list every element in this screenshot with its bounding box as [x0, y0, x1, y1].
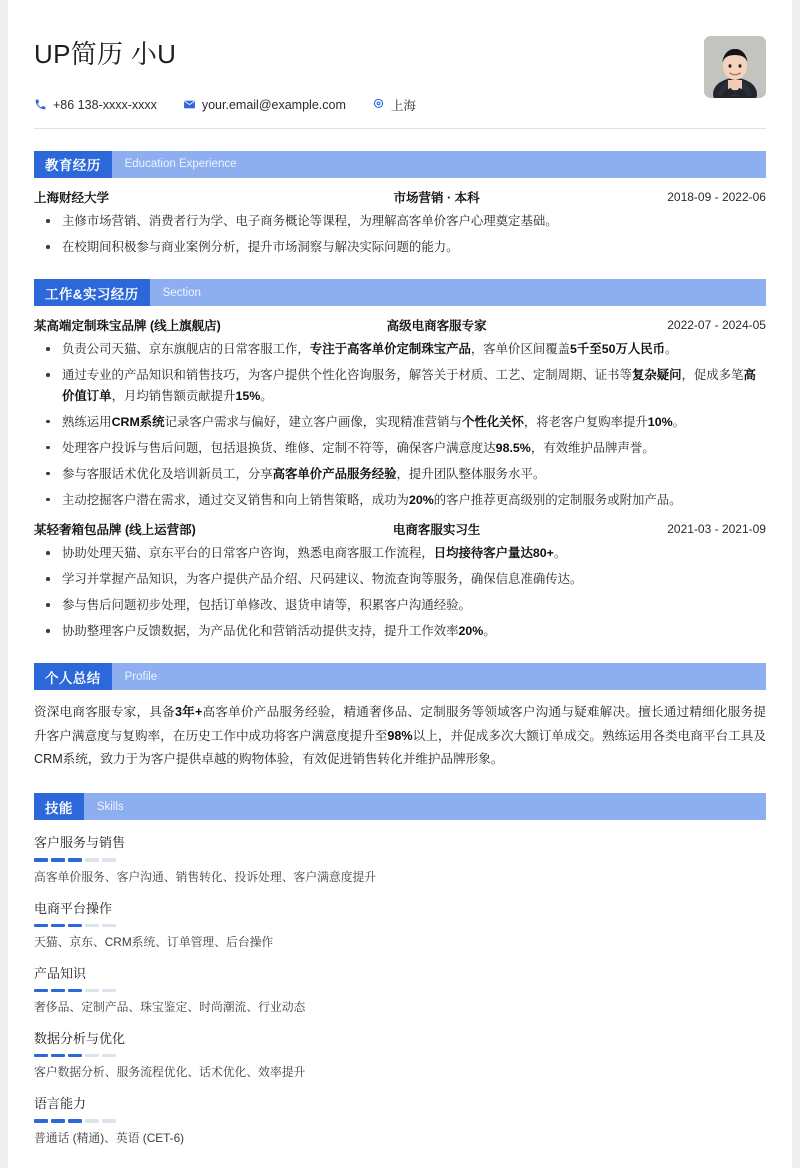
text: 高客单价产品服务经验，精通奢侈品、定制服务等领域客户沟通与疑难解决。擅长通过精细化服务提升客户满意度与复购率，在历史工作中成功将客户满意度提升至 [34, 705, 767, 743]
section-sec0 [34, 151, 766, 257]
skill-rating-segment [102, 924, 116, 928]
skill-rating-segment [85, 1054, 99, 1058]
bold-text: 20% [408, 492, 434, 507]
text: ，将老客户复购率提升 [523, 414, 648, 429]
skill-rating [34, 1119, 766, 1123]
skill-name: 客户服务与销售 [34, 835, 126, 851]
experience-entry [34, 521, 766, 642]
contact-phone-value: +86 138-xxxx-xxxx [53, 97, 157, 112]
skill-rating [34, 1054, 766, 1058]
skill-rating-segment [102, 1054, 116, 1058]
skill-description: 奢侈品、定制产品、珠宝鉴定、时尚潮流、行业动态 [34, 1000, 306, 1015]
text: 。 [672, 414, 685, 429]
text: 熟练运用 [62, 414, 112, 429]
skill-name: 电商平台操作 [34, 900, 113, 916]
text: 协助处理天猫、京东平台的日常客户咨询，熟悉电商客服工作流程， [62, 546, 434, 561]
entry-date: 2022-07 - 2024-05 [667, 318, 766, 333]
bold-text: 20% [458, 624, 484, 639]
section-subtitle-skills: Skills [96, 800, 124, 813]
text: 参与客服话术优化及培训新员工，分享 [62, 466, 273, 481]
text: 在校期间积极参与商业案例分析，提升市场洞察与解决实际问题的能力。 [62, 240, 459, 255]
bold-text: 日均接待客户量达80+ [433, 546, 554, 561]
list-item [34, 365, 766, 405]
skill-description: 普通话 (精通)、英语 (CET-6) [34, 1130, 185, 1145]
text: ，有效维护品牌声誉。 [530, 440, 655, 455]
bold-text: 98% [387, 728, 413, 743]
skill-name: 数据分析与优化 [34, 1030, 126, 1046]
phone-icon [34, 98, 47, 111]
profile-paragraph [34, 701, 766, 771]
list-item [34, 543, 766, 563]
skill-rating-segment [85, 858, 99, 862]
skill-rating-segment [102, 858, 116, 862]
list-item [34, 438, 766, 458]
list-item [34, 412, 766, 432]
bold-text: 5千至50万人民币 [570, 342, 666, 357]
skill-item [34, 963, 766, 1017]
list-item [34, 621, 766, 641]
skill-rating-segment [34, 924, 48, 928]
text: 。 [260, 388, 273, 403]
bold-text: 高价值订单 [62, 368, 756, 403]
text: 资深电商客服专家，具备 [34, 705, 175, 720]
entry-header [34, 189, 766, 207]
text: 主修市场营销、消费者行为学、电子商务概论等课程，为理解高客单价客户心理奠定基础。 [62, 214, 558, 229]
section-title-sec1: 工作&实习经历 [34, 279, 150, 306]
resume-page [8, 0, 792, 1168]
experience-entry [34, 189, 766, 257]
skill-description: 天猫、京东、CRM系统、订单管理、后台操作 [34, 935, 274, 950]
contact-email [183, 98, 346, 112]
skill-rating-segment [51, 1054, 65, 1058]
bullet-list [34, 211, 766, 257]
skill-rating-segment [102, 989, 116, 993]
text: 处理客户投诉与售后问题，包括退换货、维修、定制不符等，确保客户满意度达 [62, 440, 496, 455]
contact-location [372, 96, 416, 114]
avatar-photo [704, 36, 766, 98]
skill-rating-segment [68, 1119, 82, 1123]
skill-item [34, 1028, 766, 1082]
skill-rating-segment [51, 858, 65, 862]
text: ，提升团队整体服务水平。 [396, 466, 546, 481]
list-item [34, 569, 766, 589]
section-subtitle-sec0: Education Experience [124, 158, 237, 171]
skill-description: 高客单价服务、客户沟通、销售转化、投诉处理、客户满意度提升 [34, 869, 377, 884]
entry-header [34, 317, 766, 335]
text: 主动挖掘客户潜在需求，通过交叉销售和向上销售策略，成功为 [62, 492, 409, 507]
skill-rating-segment [34, 989, 48, 993]
entry-date: 2021-03 - 2021-09 [667, 521, 766, 536]
skill-item [34, 832, 766, 886]
skill-rating-segment [34, 1119, 48, 1123]
skill-item [34, 898, 766, 952]
text: 的客户推荐更高级别的定制服务或附加产品。 [433, 492, 682, 507]
bold-text: 个性化关怀 [461, 414, 524, 429]
experience-entry [34, 317, 766, 510]
header-left [34, 34, 416, 114]
section-profile [34, 663, 766, 771]
section-skills [34, 793, 766, 1147]
mail-icon [183, 98, 196, 111]
list-item [34, 464, 766, 484]
text: ，促成多笔 [681, 368, 744, 383]
list-item [34, 237, 766, 257]
bullet-list [34, 543, 766, 641]
avatar [704, 36, 766, 98]
list-item [34, 490, 766, 510]
text: 。 [553, 546, 567, 561]
list-item [34, 339, 766, 359]
skill-name: 产品知识 [34, 965, 87, 981]
skill-rating-segment [34, 858, 48, 862]
text: 。 [483, 624, 496, 639]
entry-role: 电商客服实习生 [392, 522, 481, 537]
section-sec1 [34, 279, 766, 641]
text: 负责公司天猫、京东旗舰店的日常客服工作， [62, 342, 310, 357]
entry-organization: 某高端定制珠宝品牌 (线上旗舰店) [34, 319, 221, 334]
contact-location-value: 上海 [390, 98, 416, 113]
location-icon [372, 98, 385, 111]
skill-rating-segment [102, 1119, 116, 1123]
text: ，月均销售额贡献提升 [111, 388, 236, 403]
skill-item [34, 1093, 766, 1147]
text: 记录客户需求与偏好，建立客户画像，实现精准营销与 [164, 414, 462, 429]
resume-body [34, 151, 766, 1147]
section-title-sec0: 教育经历 [34, 151, 112, 178]
header-divider [34, 128, 766, 129]
bold-text: 复杂疑问 [631, 368, 682, 383]
entry-header [34, 521, 766, 539]
bold-text: 15% [235, 388, 261, 403]
entry-role: 高级电商客服专家 [386, 319, 487, 334]
skill-rating-segment [85, 924, 99, 928]
bold-text: 3年+ [174, 705, 203, 720]
skill-description: 客户数据分析、服务流程优化、话术优化、效率提升 [34, 1065, 306, 1080]
skill-rating-segment [51, 989, 65, 993]
skill-rating-segment [85, 1119, 99, 1123]
skill-name: 语言能力 [34, 1096, 87, 1112]
contact-phone [34, 98, 157, 112]
list-item [34, 595, 766, 615]
skill-rating [34, 858, 766, 862]
text: 通过专业的产品知识和销售技巧，为客户提供个性化咨询服务，解答关于材质、工艺、定制周期、证书等 [62, 368, 632, 383]
text: 参与售后问题初步处理，包括订单修改、退货申请等，积累客户沟通经验。 [62, 598, 471, 613]
bold-text: 专注于高客单价定制珠宝产品 [309, 342, 471, 357]
skill-rating-segment [34, 1054, 48, 1058]
section-title-skills: 技能 [34, 793, 84, 820]
entry-organization: 上海财经大学 [34, 190, 110, 205]
skills-list [34, 832, 766, 1147]
bold-text: CRM系统 [111, 414, 165, 429]
bold-text: 10% [647, 414, 673, 429]
contact-list [34, 96, 416, 114]
entry-organization: 某轻奢箱包品牌 (线上运营部) [34, 522, 196, 537]
contact-email-value: your.email@example.com [201, 97, 346, 112]
page-title: UP简历 小U [34, 39, 177, 69]
bold-text: 98.5% [495, 440, 531, 455]
skill-rating [34, 989, 766, 993]
section-bar-profile [34, 663, 766, 690]
text: 。 [665, 342, 678, 357]
resume-header [34, 34, 766, 114]
text: 学习并掌握产品知识，为客户提供产品介绍、尺码建议、物流查询等服务，确保信息准确传达。 [62, 572, 583, 587]
entry-date: 2018-09 - 2022-06 [667, 189, 766, 204]
text: ，客单价区间覆盖 [470, 342, 571, 357]
section-bar-skills [34, 793, 766, 820]
section-subtitle-profile: Profile [124, 670, 158, 683]
bullet-list [34, 339, 766, 510]
entry-role: 市场营销 · 本科 [393, 190, 480, 205]
skill-rating-segment [85, 989, 99, 993]
skill-rating-segment [68, 858, 82, 862]
text: 协助整理客户反馈数据，为产品优化和营销活动提供支持，提升工作效率 [62, 624, 459, 639]
text: 以上，并促成多次大额订单成交。熟练运用各类电商平台工具及CRM系统，致力于为客户提供卓越的购物体验，有效促进销售转化并维护品牌形象。 [34, 728, 766, 767]
skill-rating-segment [51, 1119, 65, 1123]
section-subtitle-sec1: Section [162, 286, 201, 299]
skill-rating-segment [68, 924, 82, 928]
section-bar-sec1 [34, 279, 766, 306]
list-item [34, 211, 766, 231]
section-bar-sec0 [34, 151, 766, 178]
section-title-profile: 个人总结 [34, 663, 112, 690]
skill-rating-segment [51, 924, 65, 928]
skill-rating-segment [68, 989, 82, 993]
bold-text: 高客单价产品服务经验 [272, 466, 397, 481]
skill-rating-segment [68, 1054, 82, 1058]
skill-rating [34, 924, 766, 928]
